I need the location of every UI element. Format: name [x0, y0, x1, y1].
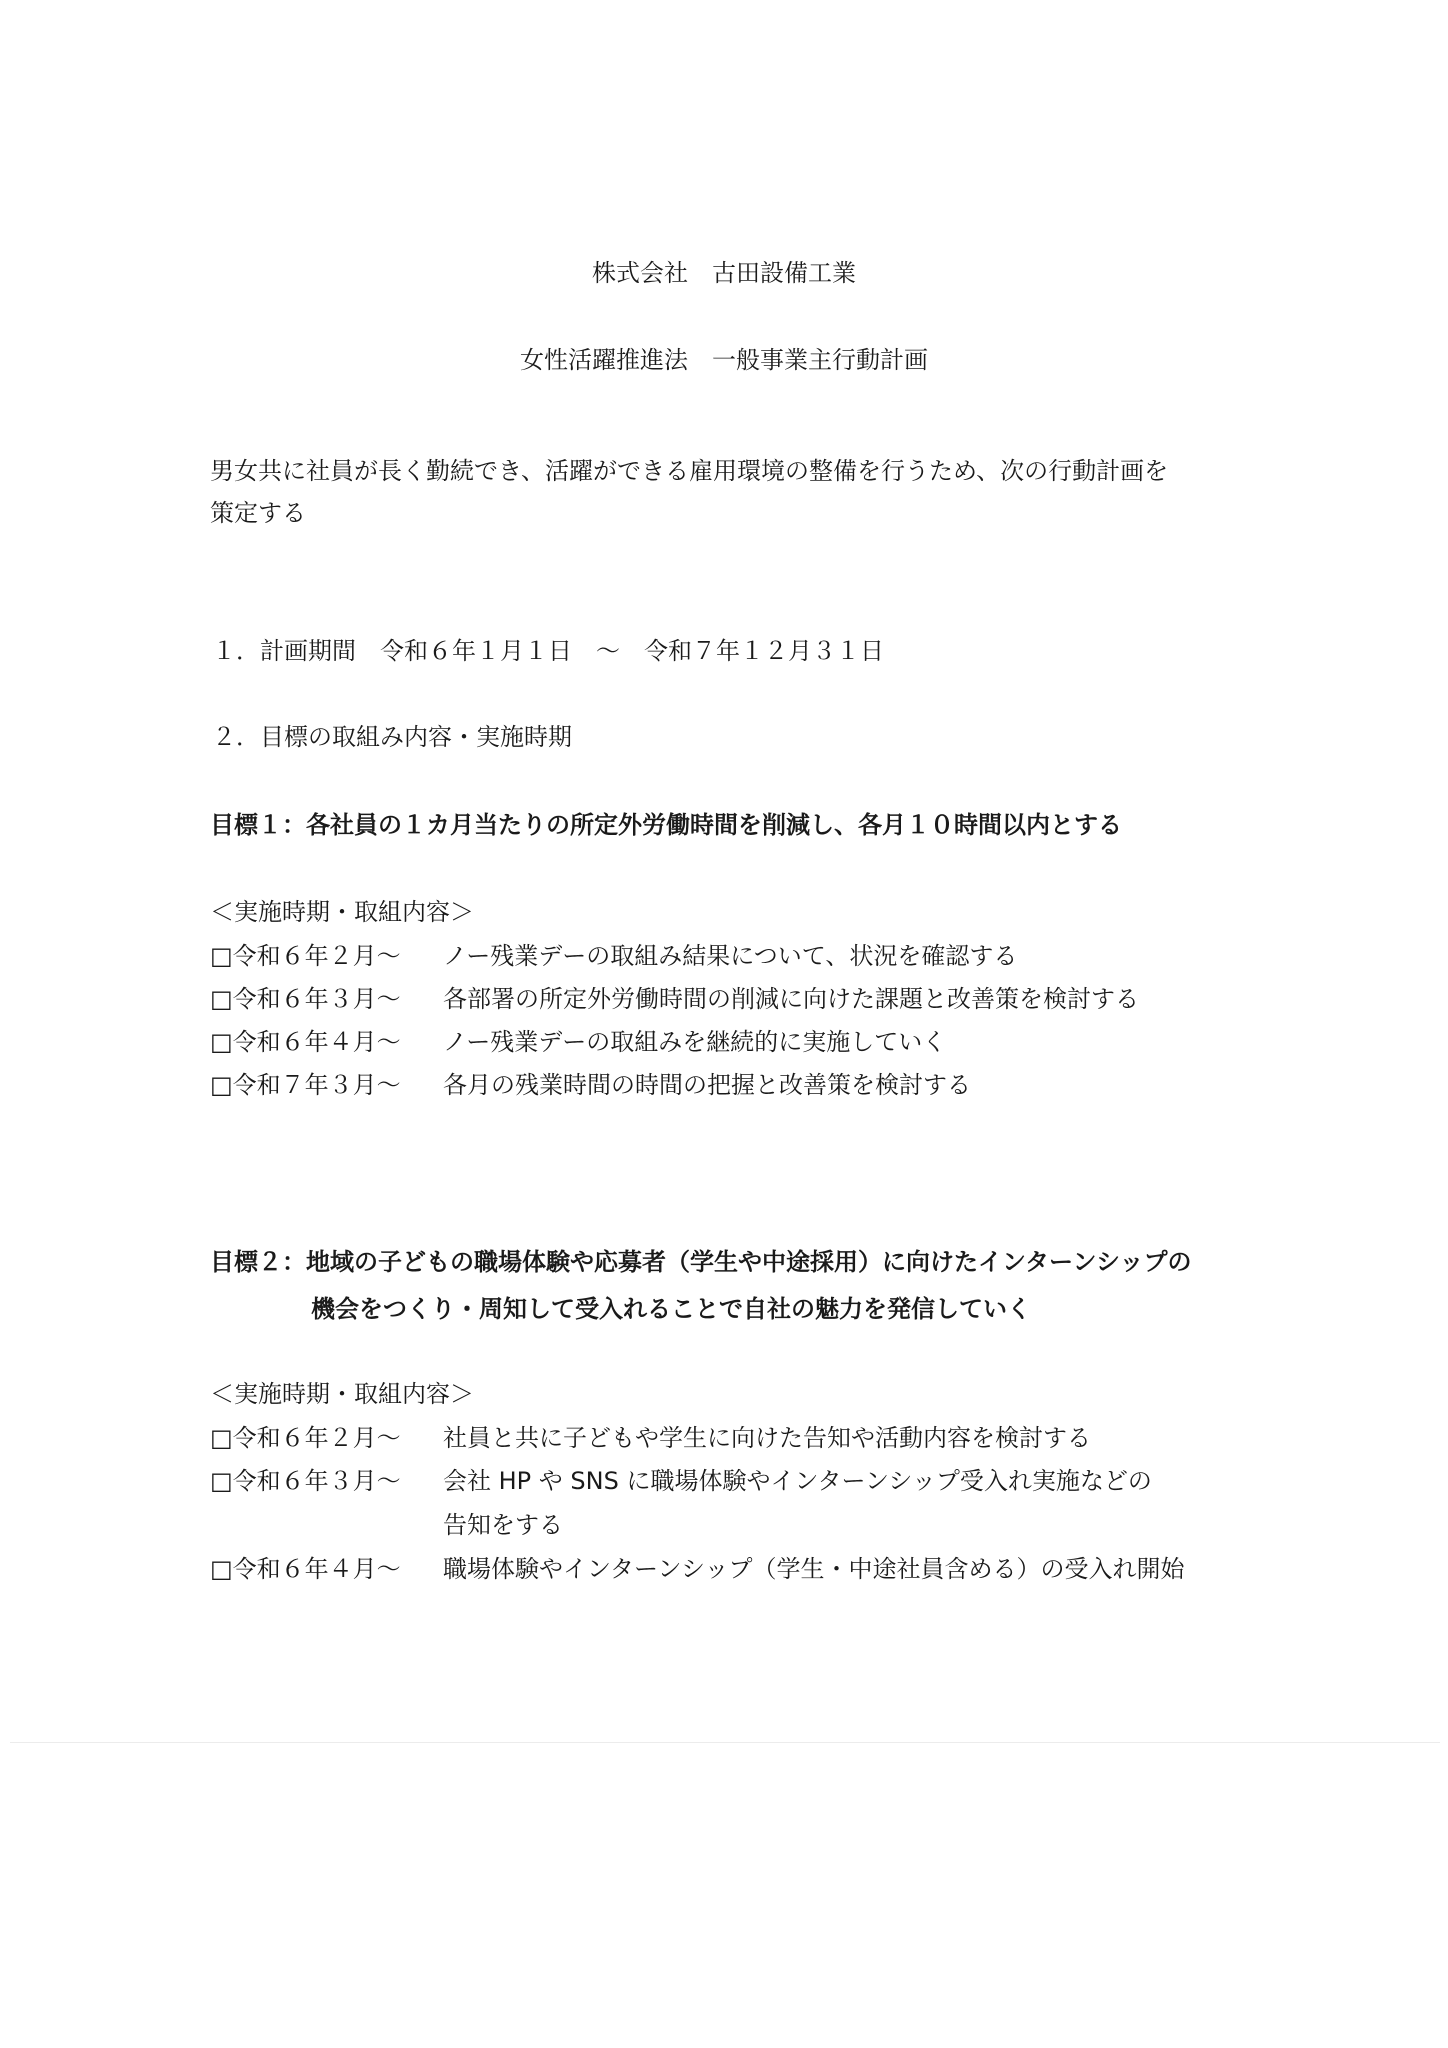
- goal-2-subheading: ＜実施時期・取組内容＞: [210, 1380, 474, 1408]
- item-date: □令和６年４月～: [210, 1028, 401, 1056]
- company-name: 株式会社 古田設備工業: [592, 259, 856, 287]
- section-goals-heading: ２．目標の取組み内容・実施時期: [212, 723, 572, 751]
- item-action: 職場体験やインターンシップ（学生・中途社員含める）の受入れ開始: [443, 1555, 1185, 1583]
- item-action: ノー残業デーの取組み結果について、状況を確認する: [443, 942, 1018, 970]
- item-action: 各部署の所定外労働時間の削減に向けた課題と改善策を検討する: [443, 985, 1139, 1013]
- intro-line-1: 男女共に社員が長く勤続でき、活躍ができる雇用環境の整備を行うため、次の行動計画を: [210, 457, 1169, 485]
- plan-period: １．計画期間 令和６年１月１日 ～ 令和７年１２月３１日: [212, 637, 884, 665]
- goal-2-title-line-1: 目標２：地域の子どもの職場体験や応募者（学生や中途採用）に向けたインターンシップの: [210, 1248, 1192, 1276]
- item-date: □令和７年３月～: [210, 1071, 401, 1099]
- item-date: □令和６年３月～: [210, 1467, 401, 1495]
- item-date: □令和６年４月～: [210, 1555, 401, 1583]
- goal-1-title: 目標１：各社員の１カ月当たりの所定外労働時間を削減し、各月１０時間以内とする: [210, 811, 1122, 839]
- item-action: ノー残業デーの取組みを継続的に実施していく: [443, 1028, 947, 1056]
- intro-line-2: 策定する: [210, 499, 306, 527]
- item-date: □令和６年２月～: [210, 1424, 401, 1452]
- item-date: □令和６年２月～: [210, 942, 401, 970]
- item-action: 各月の残業時間の時間の把握と改善策を検討する: [443, 1071, 971, 1099]
- item-action: 社員と共に子どもや学生に向けた告知や活動内容を検討する: [443, 1424, 1091, 1452]
- item-date: □令和６年３月～: [210, 985, 401, 1013]
- document-title: 女性活躍推進法 一般事業主行動計画: [520, 346, 928, 374]
- scan-edge-line: [10, 1742, 1440, 1743]
- goal-1-subheading: ＜実施時期・取組内容＞: [210, 898, 474, 926]
- item-action: 会社 HP や SNS に職場体験やインターンシップ受入れ実施などの: [443, 1467, 1152, 1495]
- item-action-continued: 告知をする: [443, 1511, 563, 1539]
- goal-2-title-line-2: 機会をつくり・周知して受入れることで自社の魅力を発信していく: [311, 1295, 1031, 1323]
